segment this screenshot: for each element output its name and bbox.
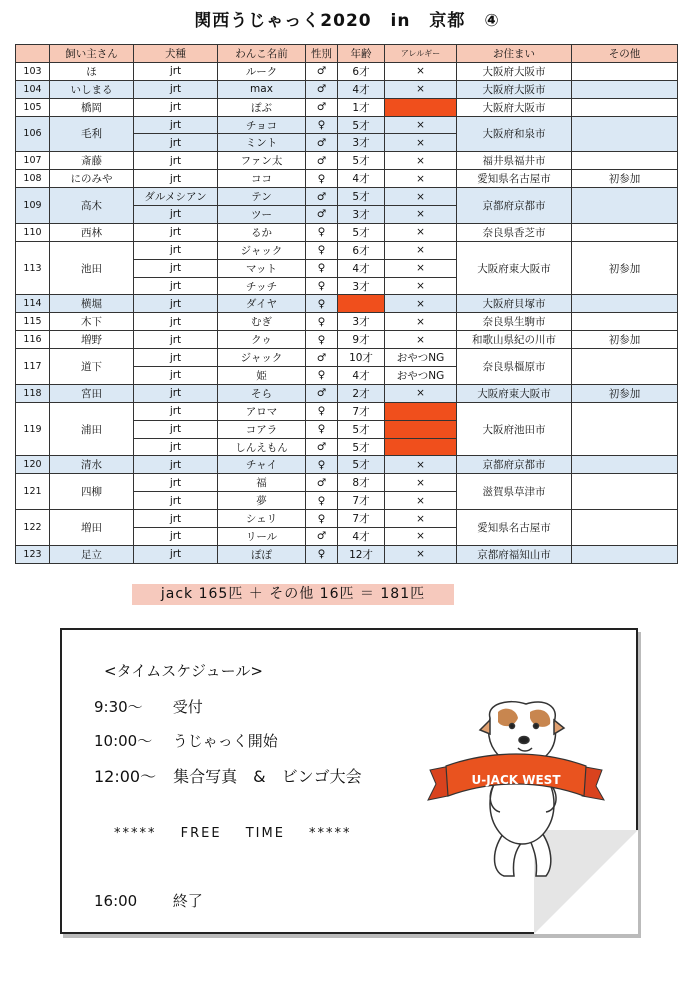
age-cell: 9才	[338, 331, 385, 349]
age-cell: 10才	[338, 349, 385, 367]
dog-name-cell: ミント	[218, 134, 306, 152]
page-title	[0, 6, 694, 31]
breed-cell: jrt	[134, 152, 218, 170]
age-cell: 6才	[338, 241, 385, 259]
owner-cell: 浦田	[50, 402, 134, 456]
age-cell: 4才	[338, 367, 385, 385]
allergy-cell: おやつNG	[385, 349, 457, 367]
age-cell	[338, 295, 385, 313]
schedule-label: うじゃっく開始	[172, 732, 278, 750]
breed-cell: jrt	[134, 492, 218, 510]
breed-cell: jrt	[134, 170, 218, 188]
owner-cell: 足立	[50, 545, 134, 563]
other-cell: 初参加	[572, 331, 678, 349]
residence-cell: 滋賀県草津市	[457, 474, 572, 510]
table-row	[16, 98, 678, 116]
age-cell: 5才	[338, 420, 385, 438]
entry-number-cell: 106	[16, 116, 50, 152]
breed-cell: jrt	[134, 545, 218, 563]
sex-cell: ♂	[306, 188, 338, 206]
table-row	[16, 313, 678, 331]
owner-cell: 道下	[50, 349, 134, 385]
age-cell: 2才	[338, 384, 385, 402]
age-cell: 3才	[338, 134, 385, 152]
header-row	[16, 45, 678, 63]
breed-cell: jrt	[134, 474, 218, 492]
dog-name-cell: コアラ	[218, 420, 306, 438]
sex-cell: ♀	[306, 545, 338, 563]
breed-cell: jrt	[134, 367, 218, 385]
title-city: 京都	[429, 11, 466, 31]
dog-name-cell: 姫	[218, 367, 306, 385]
breed-cell: jrt	[134, 402, 218, 420]
sex-cell: ♂	[306, 438, 338, 456]
dog-illustration	[480, 702, 564, 876]
dog-name-cell: ルーク	[218, 62, 306, 80]
table-row	[16, 545, 678, 563]
allergy-cell: ×	[385, 510, 457, 528]
age-cell: 5才	[338, 456, 385, 474]
residence-cell: 奈良県生駒市	[457, 313, 572, 331]
residence-cell: 大阪府貝塚市	[457, 295, 572, 313]
sex-cell: ♀	[306, 510, 338, 528]
breed-cell: jrt	[134, 80, 218, 98]
dog-name-cell: そら	[218, 384, 306, 402]
sex-cell: ♀	[306, 241, 338, 259]
other-cell	[572, 349, 678, 385]
allergy-cell: ×	[385, 223, 457, 241]
owner-cell: 木下	[50, 313, 134, 331]
sex-cell: ♀	[306, 456, 338, 474]
dog-name-cell: シェリ	[218, 510, 306, 528]
header-other: その他	[572, 45, 678, 63]
table-row	[16, 152, 678, 170]
schedule-end	[94, 890, 203, 911]
total-count: jack 165匹 ＋ その他 16匹 ＝ 181匹	[132, 584, 454, 605]
residence-cell: 福井県福井市	[457, 152, 572, 170]
title-in: in	[390, 11, 411, 31]
age-cell: 4才	[338, 170, 385, 188]
schedule-item	[94, 730, 278, 751]
table-row	[16, 62, 678, 80]
allergy-cell: ×	[385, 241, 457, 259]
dog-name-cell: ぽぽ	[218, 545, 306, 563]
breed-cell: jrt	[134, 438, 218, 456]
banner-text: U-JACK WEST	[471, 773, 561, 787]
other-cell	[572, 402, 678, 456]
entry-number-cell: 110	[16, 223, 50, 241]
other-cell	[572, 80, 678, 98]
sex-cell: ♂	[306, 152, 338, 170]
other-cell: 初参加	[572, 170, 678, 188]
dog-name-cell: ツー	[218, 206, 306, 224]
dog-name-cell: チョコ	[218, 116, 306, 134]
sex-cell: ♂	[306, 62, 338, 80]
residence-cell: 京都府京都市	[457, 456, 572, 474]
allergy-cell: ×	[385, 295, 457, 313]
header-no	[16, 45, 50, 63]
age-cell: 5才	[338, 152, 385, 170]
owner-cell: 宮田	[50, 384, 134, 402]
entry-number-cell: 115	[16, 313, 50, 331]
entry-number-cell: 119	[16, 402, 50, 456]
schedule-time: 10:00～	[94, 732, 153, 750]
owner-cell: 増田	[50, 510, 134, 546]
age-cell: 4才	[338, 259, 385, 277]
header-owner: 飼い主さん	[50, 45, 134, 63]
breed-cell: jrt	[134, 295, 218, 313]
other-cell	[572, 223, 678, 241]
owner-cell: にのみや	[50, 170, 134, 188]
other-cell	[572, 116, 678, 152]
owner-cell: 高木	[50, 188, 134, 224]
age-cell: 8才	[338, 474, 385, 492]
entry-number-cell: 114	[16, 295, 50, 313]
table-row	[16, 384, 678, 402]
age-cell: 3才	[338, 206, 385, 224]
residence-cell: 奈良県香芝市	[457, 223, 572, 241]
schedule-label: 受付	[172, 698, 203, 716]
dog-name-cell: チャイ	[218, 456, 306, 474]
entry-number-cell: 122	[16, 510, 50, 546]
sex-cell: ♀	[306, 277, 338, 295]
dog-name-cell: しんえもん	[218, 438, 306, 456]
allergy-cell: ×	[385, 152, 457, 170]
allergy-cell: ×	[385, 528, 457, 546]
other-cell	[572, 295, 678, 313]
residence-cell: 愛知県名古屋市	[457, 170, 572, 188]
other-cell: 初参加	[572, 241, 678, 295]
dog-name-cell: アロマ	[218, 402, 306, 420]
dog-name-cell: ジャック	[218, 241, 306, 259]
dog-name-cell: チッチ	[218, 277, 306, 295]
age-cell: 7才	[338, 510, 385, 528]
breed-cell: jrt	[134, 384, 218, 402]
age-cell: 7才	[338, 402, 385, 420]
sex-cell: ♀	[306, 402, 338, 420]
residence-cell: 京都府京都市	[457, 188, 572, 224]
table-row	[16, 474, 678, 492]
schedule-item	[94, 696, 203, 717]
residence-cell: 奈良県橿原市	[457, 349, 572, 385]
entry-number-cell: 118	[16, 384, 50, 402]
residence-cell: 和歌山県紀の川市	[457, 331, 572, 349]
schedule-label: 終了	[172, 892, 203, 910]
breed-cell: jrt	[134, 98, 218, 116]
table-row	[16, 510, 678, 528]
other-cell	[572, 474, 678, 510]
breed-cell: jrt	[134, 528, 218, 546]
title-number: ④	[484, 11, 500, 31]
entry-number-cell: 109	[16, 188, 50, 224]
sex-cell: ♀	[306, 420, 338, 438]
sex-cell: ♀	[306, 259, 338, 277]
owner-cell: 横堀	[50, 295, 134, 313]
sex-cell: ♀	[306, 313, 338, 331]
dog-name-cell: ファン太	[218, 152, 306, 170]
table-row	[16, 402, 678, 420]
other-cell	[572, 510, 678, 546]
entry-number-cell: 116	[16, 331, 50, 349]
age-cell: 5才	[338, 223, 385, 241]
dog-mascot-logo	[420, 700, 610, 880]
other-cell	[572, 545, 678, 563]
allergy-cell: おやつNG	[385, 367, 457, 385]
age-cell: 4才	[338, 528, 385, 546]
sex-cell: ♂	[306, 349, 338, 367]
residence-cell: 大阪府池田市	[457, 402, 572, 456]
entry-number-cell: 108	[16, 170, 50, 188]
other-cell	[572, 313, 678, 331]
owner-cell: 西林	[50, 223, 134, 241]
other-cell	[572, 188, 678, 224]
schedule-time: 12:00～	[94, 767, 157, 786]
schedule-item	[94, 764, 362, 787]
allergy-cell	[385, 402, 457, 420]
dog-name-cell: るか	[218, 223, 306, 241]
table-row	[16, 116, 678, 134]
owner-cell: 橋岡	[50, 98, 134, 116]
schedule-title: <タイムスケジュール>	[104, 662, 263, 680]
age-cell: 7才	[338, 492, 385, 510]
allergy-cell: ×	[385, 456, 457, 474]
allergy-cell: ×	[385, 80, 457, 98]
owner-cell: 斎藤	[50, 152, 134, 170]
dog-name-cell: ジャック	[218, 349, 306, 367]
allergy-cell: ×	[385, 492, 457, 510]
entry-number-cell: 104	[16, 80, 50, 98]
sex-cell: ♀	[306, 116, 338, 134]
residence-cell: 大阪府大阪市	[457, 98, 572, 116]
other-cell	[572, 152, 678, 170]
dog-name-cell: ぽぶ	[218, 98, 306, 116]
entry-number-cell: 105	[16, 98, 50, 116]
age-cell: 1才	[338, 98, 385, 116]
allergy-cell: ×	[385, 545, 457, 563]
header-home: お住まい	[457, 45, 572, 63]
dog-name-cell: むぎ	[218, 313, 306, 331]
age-cell: 5才	[338, 116, 385, 134]
owner-cell: 増野	[50, 331, 134, 349]
table-row	[16, 295, 678, 313]
sex-cell: ♂	[306, 206, 338, 224]
breed-cell: jrt	[134, 420, 218, 438]
dog-name-cell: クゥ	[218, 331, 306, 349]
sex-cell: ♂	[306, 528, 338, 546]
dog-name-cell: 福	[218, 474, 306, 492]
residence-cell: 大阪府大阪市	[457, 80, 572, 98]
table-row	[16, 170, 678, 188]
breed-cell: jrt	[134, 277, 218, 295]
breed-cell: jrt	[134, 134, 218, 152]
breed-cell: jrt	[134, 259, 218, 277]
table-row	[16, 456, 678, 474]
header-allergy: アレルギー	[385, 45, 457, 63]
header-sex: 性別	[306, 45, 338, 63]
header-dog-name: わんこ名前	[218, 45, 306, 63]
allergy-cell: ×	[385, 62, 457, 80]
age-cell: 4才	[338, 80, 385, 98]
age-cell: 6才	[338, 62, 385, 80]
sex-cell: ♀	[306, 367, 338, 385]
schedule-time: 9:30～	[94, 698, 143, 716]
other-cell	[572, 456, 678, 474]
allergy-cell: ×	[385, 259, 457, 277]
sex-cell: ♂	[306, 384, 338, 402]
breed-cell: jrt	[134, 510, 218, 528]
dog-name-cell: 夢	[218, 492, 306, 510]
sex-cell: ♂	[306, 80, 338, 98]
entry-number-cell: 123	[16, 545, 50, 563]
header-breed: 犬種	[134, 45, 218, 63]
breed-cell: jrt	[134, 206, 218, 224]
allergy-cell	[385, 98, 457, 116]
dog-name-cell: max	[218, 80, 306, 98]
registration-table	[15, 44, 678, 564]
owner-cell: 四柳	[50, 474, 134, 510]
free-time-text: ***** FREE TIME *****	[114, 826, 352, 841]
schedule-label: 集合写真 & ビンゴ大会	[173, 767, 362, 786]
dog-name-cell: リール	[218, 528, 306, 546]
table-row	[16, 331, 678, 349]
owner-cell: ほ	[50, 62, 134, 80]
breed-cell: jrt	[134, 456, 218, 474]
other-cell: 初参加	[572, 384, 678, 402]
dog-name-cell: テン	[218, 188, 306, 206]
age-cell: 5才	[338, 188, 385, 206]
allergy-cell: ×	[385, 277, 457, 295]
residence-cell: 大阪府大阪市	[457, 62, 572, 80]
owner-cell: 毛利	[50, 116, 134, 152]
allergy-cell: ×	[385, 170, 457, 188]
other-cell	[572, 98, 678, 116]
allergy-cell: ×	[385, 116, 457, 134]
sex-cell: ♀	[306, 295, 338, 313]
allergy-cell: ×	[385, 474, 457, 492]
allergy-cell: ×	[385, 313, 457, 331]
age-cell: 5才	[338, 438, 385, 456]
table-row	[16, 241, 678, 259]
age-cell: 3才	[338, 277, 385, 295]
owner-cell: 池田	[50, 241, 134, 295]
dog-name-cell: ココ	[218, 170, 306, 188]
header-age: 年齢	[338, 45, 385, 63]
sex-cell: ♂	[306, 474, 338, 492]
allergy-cell: ×	[385, 384, 457, 402]
entry-number-cell: 120	[16, 456, 50, 474]
entry-number-cell: 107	[16, 152, 50, 170]
allergy-cell: ×	[385, 331, 457, 349]
entry-number-cell: 103	[16, 62, 50, 80]
allergy-cell: ×	[385, 134, 457, 152]
age-cell: 12才	[338, 545, 385, 563]
dog-name-cell: ダイヤ	[218, 295, 306, 313]
allergy-cell: ×	[385, 188, 457, 206]
sex-cell: ♀	[306, 223, 338, 241]
allergy-cell	[385, 420, 457, 438]
breed-cell: jrt	[134, 62, 218, 80]
other-cell	[572, 62, 678, 80]
table-row	[16, 188, 678, 206]
owner-cell: いしまる	[50, 80, 134, 98]
dog-name-cell: マット	[218, 259, 306, 277]
sex-cell: ♂	[306, 134, 338, 152]
residence-cell: 愛知県名古屋市	[457, 510, 572, 546]
entry-number-cell: 121	[16, 474, 50, 510]
sex-cell: ♀	[306, 331, 338, 349]
owner-cell: 清水	[50, 456, 134, 474]
allergy-cell: ×	[385, 206, 457, 224]
residence-cell: 大阪府東大阪市	[457, 241, 572, 295]
allergy-cell	[385, 438, 457, 456]
breed-cell: jrt	[134, 331, 218, 349]
sex-cell: ♀	[306, 492, 338, 510]
sex-cell: ♀	[306, 170, 338, 188]
title-main: 関西うじゃっく2020	[194, 11, 372, 31]
table-row	[16, 80, 678, 98]
breed-cell: ダルメシアン	[134, 188, 218, 206]
residence-cell: 京都府福知山市	[457, 545, 572, 563]
breed-cell: jrt	[134, 223, 218, 241]
table-row	[16, 349, 678, 367]
entry-number-cell: 113	[16, 241, 50, 295]
breed-cell: jrt	[134, 349, 218, 367]
breed-cell: jrt	[134, 241, 218, 259]
schedule-time: 16:00	[94, 892, 138, 910]
breed-cell: jrt	[134, 313, 218, 331]
residence-cell: 大阪府和泉市	[457, 116, 572, 152]
age-cell: 3才	[338, 313, 385, 331]
sex-cell: ♂	[306, 98, 338, 116]
breed-cell: jrt	[134, 116, 218, 134]
residence-cell: 大阪府東大阪市	[457, 384, 572, 402]
table-row	[16, 223, 678, 241]
entry-number-cell: 117	[16, 349, 50, 385]
